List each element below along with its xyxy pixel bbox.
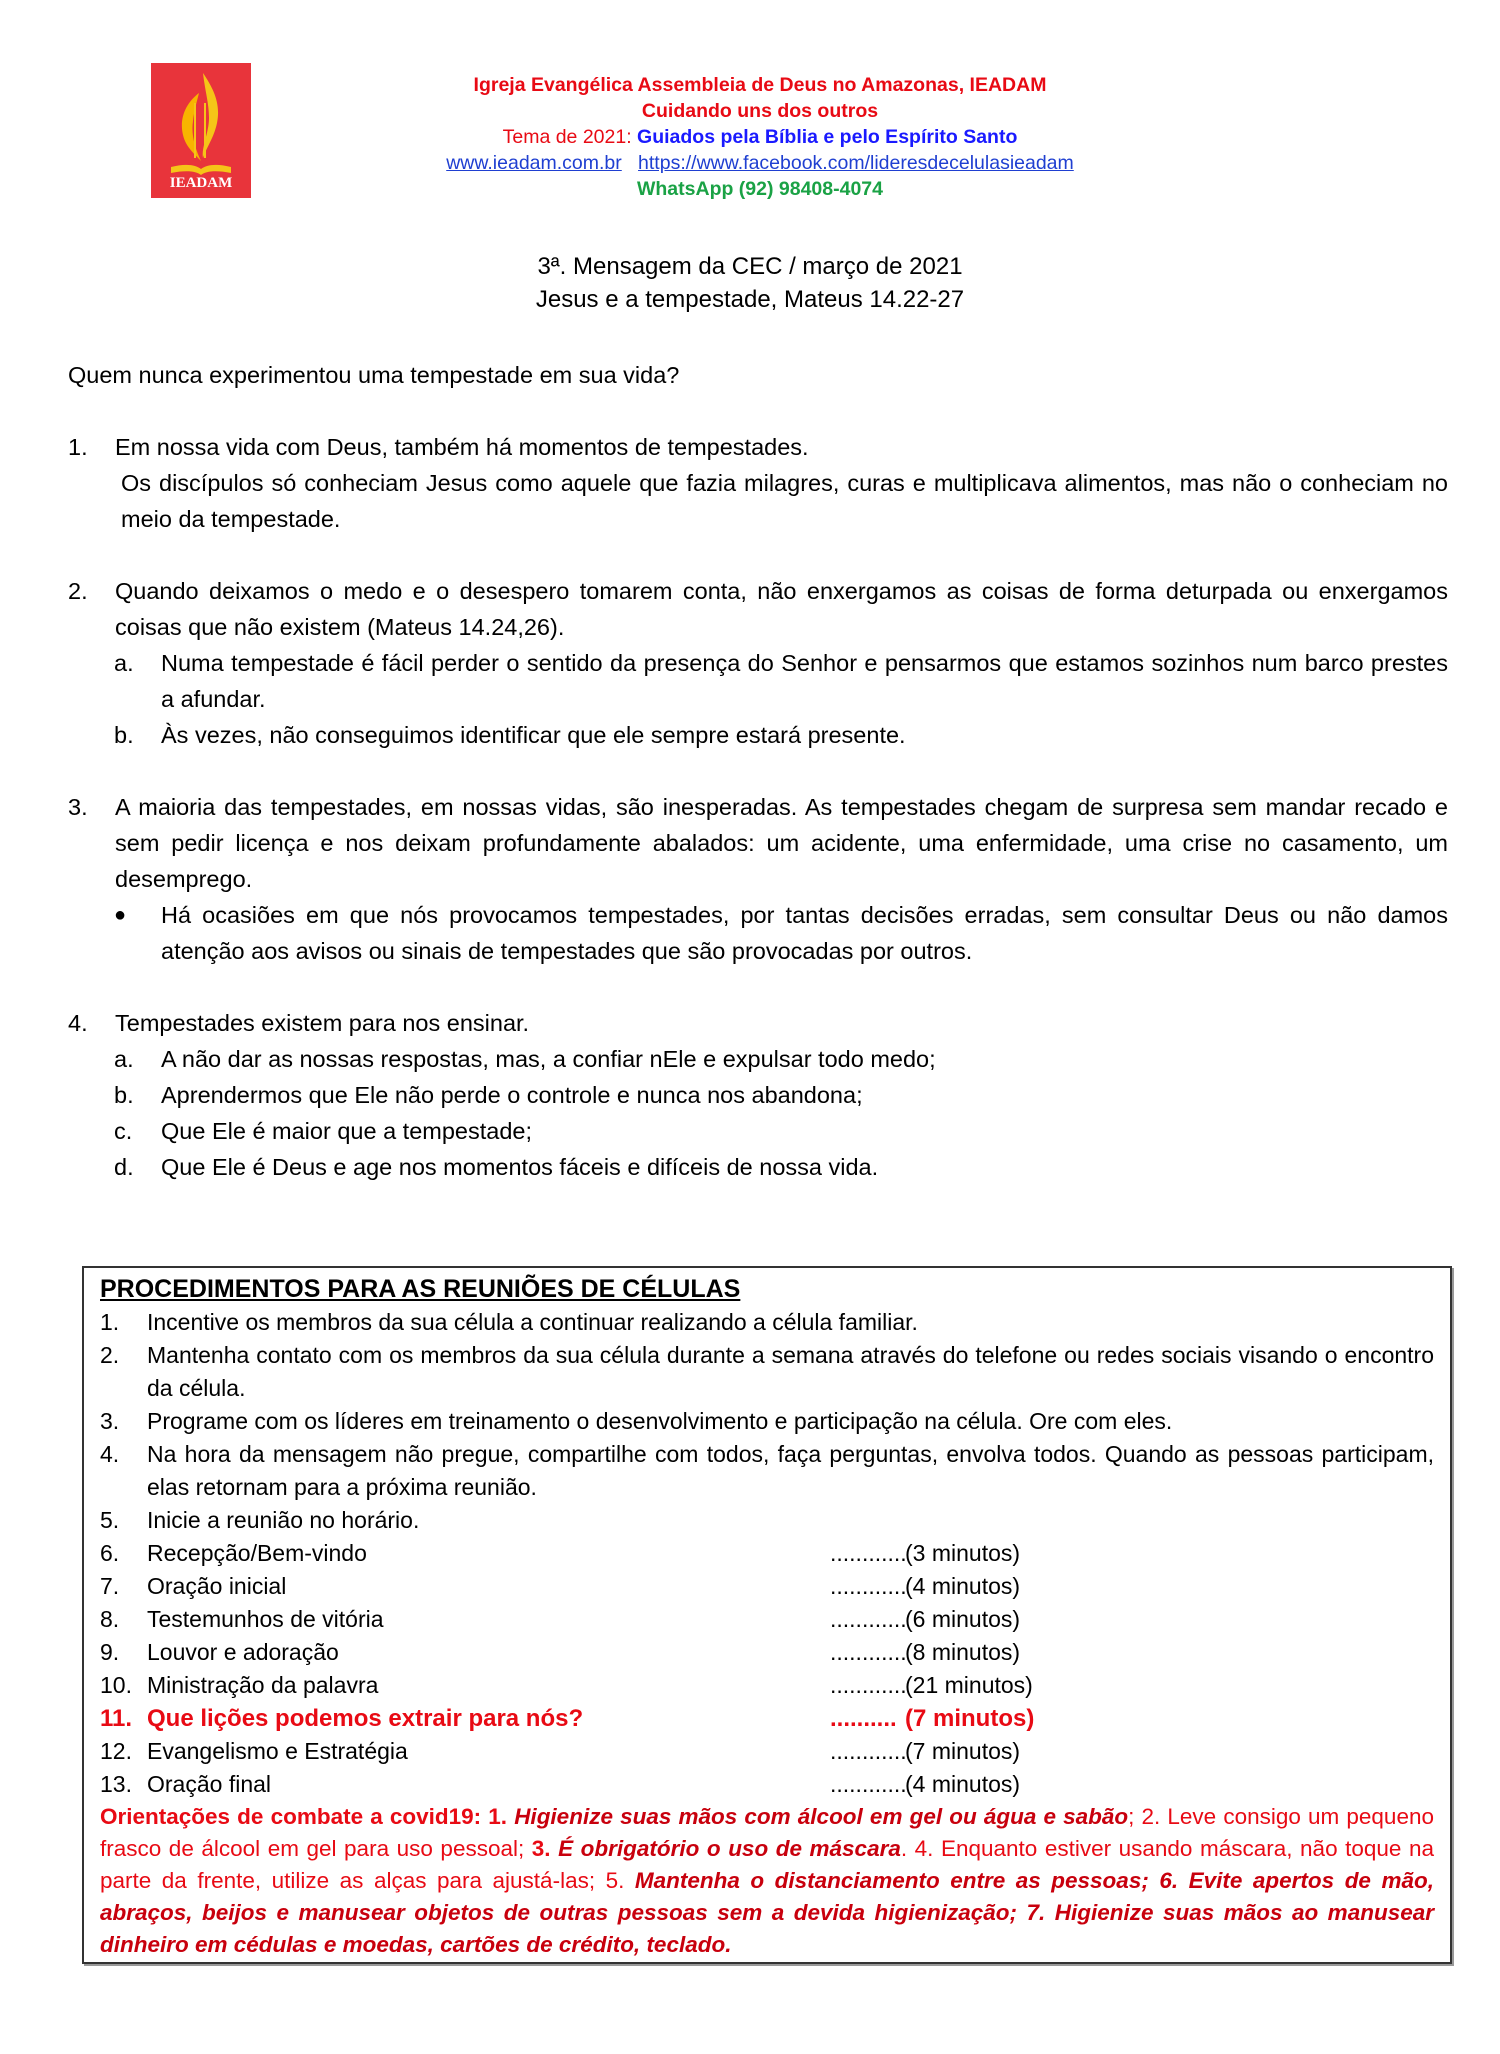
schedule-row [100, 1669, 1434, 1702]
website-link[interactable]: www.ieadam.com.br [446, 152, 622, 174]
schedule-row [100, 1537, 1434, 1570]
schedule-dots: ............ [830, 1771, 907, 1797]
schedule-marker: 8. [100, 1606, 120, 1632]
covid-item-3-number: 3. [531, 1836, 559, 1861]
list-item [68, 573, 1448, 645]
message-body [68, 357, 1448, 1221]
bullet-text: Há ocasiões em que nós provocamos tempestades, por tantas decisões erradas, sem consultar Deus ou não damos atenção aos avisos ou sinais de tempestades que são provocadas por outros. [161, 902, 1448, 964]
schedule-duration: (8 minutos) [905, 1639, 1021, 1665]
logo-text: IEADAM [169, 175, 233, 191]
covid-item-1: Higienize suas mãos com álcool em gel ou água e sabão [514, 1804, 1129, 1829]
schedule-dots: ............ [830, 1606, 907, 1632]
intro-question: Quem nunca experimentou uma tempestade em sua vida? [68, 362, 680, 388]
procedure-text: Mantenha contato com os membros da sua célula durante a semana através do telefone ou redes sociais visando o encontro da célula. [147, 1342, 1434, 1401]
schedule-dots: ............ [830, 1738, 907, 1764]
schedule-duration: (6 minutos) [905, 1606, 1021, 1632]
list-item [68, 789, 1448, 897]
covid-guidelines [100, 1801, 1434, 1961]
schedule-row [100, 1768, 1434, 1801]
procedure-item [100, 1339, 1434, 1405]
sub-list-item [68, 645, 1448, 717]
theme-line [330, 124, 1190, 150]
document-header [330, 72, 1190, 202]
sub-list-text: Às vezes, não conseguimos identificar que ele sempre estará presente. [161, 722, 906, 748]
sub-list-item [68, 1113, 1448, 1149]
procedures-title: PROCEDIMENTOS PARA AS REUNIÕES DE CÉLULAS [100, 1275, 741, 1303]
sub-list-text: Que Ele é maior que a tempestade; [161, 1118, 532, 1144]
procedure-marker: 4. [100, 1441, 120, 1467]
schedule-label: Oração inicial [147, 1573, 287, 1599]
ieadam-logo [151, 63, 251, 198]
schedule-row [100, 1603, 1434, 1636]
covid-item-4: . 4. Enquanto estiver usando máscara, não toque na parte da frente, utilize as alças para ajustá-las; 5. [100, 1836, 1434, 1893]
schedule-row [100, 1570, 1434, 1603]
sub-list-marker: d. [114, 1154, 134, 1180]
whatsapp-contact: WhatsApp (92) 98408-4074 [636, 178, 884, 200]
list-text: Quando deixamos o medo e o desespero tomarem conta, não enxergamos as coisas de forma deturpada ou enxergamos coisas que não existem (Mateus 14.24,26). [115, 578, 1448, 640]
procedures-box [82, 1266, 1452, 1964]
sub-list-text: Que Ele é Deus e age nos momentos fáceis e difíceis de nossa vida. [161, 1154, 879, 1180]
procedure-marker: 3. [100, 1408, 120, 1434]
sub-list-item [68, 717, 1448, 753]
schedule-marker: 10. [100, 1672, 132, 1698]
procedure-marker: 5. [100, 1507, 120, 1533]
sub-list-item [68, 1041, 1448, 1077]
schedule-label: Que lições podemos extrair para nós? [147, 1705, 584, 1732]
schedule-row-highlighted [100, 1702, 1434, 1735]
list-text: A maioria das tempestades, em nossas vidas, são inesperadas. As tempestades chegam de surpresa sem mandar recado e sem pedir licença e nos deixam profundamente abalados: um acidente, uma enfermidade, uma crise no casamento, um desemprego. [115, 794, 1448, 892]
procedure-text: Programe com os líderes em treinamento o desenvolvimento e participação na célula. Ore com eles. [147, 1408, 1173, 1434]
sub-list-marker: a. [114, 650, 134, 676]
schedule-dots: ............ [830, 1672, 907, 1698]
sub-list-marker: b. [114, 1082, 134, 1108]
section-paragraph: Os discípulos só conheciam Jesus como aquele que fazia milagres, curas e multiplicava alimentos, mas não o conheciam no meio da tempestade. [121, 470, 1448, 532]
covid-item-2: ; 2. Leve consigo um pequeno frasco de álcool em gel para uso pessoal; [100, 1804, 1434, 1861]
procedure-text: Na hora da mensagem não pregue, compartilhe com todos, faça perguntas, envolva todos. Quando as pessoas participam, elas retornam para a próxima reunião. [147, 1441, 1434, 1500]
section-2 [68, 573, 1448, 753]
schedule-marker: 9. [100, 1639, 120, 1665]
bullet-icon: ● [114, 904, 127, 926]
procedure-item [100, 1504, 1434, 1537]
schedule-dots: ............ [830, 1540, 907, 1566]
covid-item-3: É obrigatório o uso de máscara [558, 1836, 901, 1861]
schedule-dots: ............ [830, 1573, 907, 1599]
section-3 [68, 789, 1448, 969]
section-4 [68, 1005, 1448, 1185]
procedure-item [100, 1405, 1434, 1438]
sub-list-marker: a. [114, 1046, 134, 1072]
links-line [330, 150, 1190, 176]
schedule-label: Testemunhos de vitória [147, 1606, 384, 1632]
schedule-dots: ............ [830, 1639, 907, 1665]
sub-list-text: Numa tempestade é fácil perder o sentido da presença do Senhor e pensarmos que estamos sozinhos num barco prestes a afundar. [161, 650, 1448, 712]
list-text: Em nossa vida com Deus, também há momentos de tempestades. [115, 434, 809, 460]
sub-list-text: A não dar as nossas respostas, mas, a confiar nEle e expulsar todo medo; [161, 1046, 936, 1072]
schedule-label: Recepção/Bem-vindo [147, 1540, 367, 1566]
schedule-duration: (3 minutos) [905, 1540, 1021, 1566]
list-marker: 4. [68, 1010, 88, 1036]
sub-list-text: Aprendermos que Ele não perde o controle e nunca nos abandona; [161, 1082, 863, 1108]
covid-items-5-7: Mantenha o distanciamento entre as pessoas; 6. Evite apertos de mão, abraços, beijos e manusear objetos de outras pessoas sem a devida higienização; 7. Higienize suas mãos ao manusear dinheiro em cédulas e moedas, cartões de crédito, teclado. [100, 1868, 1434, 1957]
list-item [68, 429, 1448, 465]
schedule-dots: .......... [830, 1705, 897, 1732]
schedule-label: Oração final [147, 1771, 272, 1797]
schedule-marker: 12. [100, 1738, 132, 1764]
covid-heading: Orientações de combate a covid19: [100, 1804, 489, 1829]
schedule-duration: (4 minutos) [905, 1771, 1021, 1797]
schedule-duration: (21 minutos) [905, 1672, 1033, 1698]
schedule-row [100, 1636, 1434, 1669]
bullet-item [68, 897, 1448, 969]
schedule-row [100, 1735, 1434, 1768]
schedule-marker: 13. [100, 1771, 132, 1797]
covid-item-1-number: 1. [488, 1804, 515, 1829]
list-marker: 1. [68, 434, 88, 460]
schedule-duration: (7 minutos) [905, 1705, 1035, 1732]
sub-list-item [68, 1077, 1448, 1113]
schedule-marker: 11. [100, 1705, 133, 1732]
procedure-marker: 1. [100, 1309, 120, 1335]
procedure-item [100, 1438, 1434, 1504]
schedule-marker: 7. [100, 1573, 120, 1599]
procedure-text: Inicie a reunião no horário. [147, 1507, 420, 1533]
message-title [300, 250, 1200, 316]
list-marker: 2. [68, 578, 88, 604]
procedure-marker: 2. [100, 1342, 120, 1368]
procedure-item [100, 1306, 1434, 1339]
schedule-duration: (7 minutos) [905, 1738, 1021, 1764]
schedule-marker: 6. [100, 1540, 120, 1566]
list-marker: 3. [68, 794, 88, 820]
sub-list-marker: b. [114, 722, 134, 748]
theme-text: Guiados pela Bíblia e pelo Espírito Santo [637, 126, 1018, 148]
schedule-label: Evangelismo e Estratégia [147, 1738, 408, 1764]
sub-list-marker: c. [114, 1118, 133, 1144]
schedule-duration: (4 minutos) [905, 1573, 1021, 1599]
facebook-link[interactable]: https://www.facebook.com/lideresdecelulasieadam [638, 152, 1074, 174]
title-line-2: Jesus e a tempestade, Mateus 14.22-27 [535, 286, 965, 313]
section-1 [68, 429, 1448, 537]
church-name: Igreja Evangélica Assembleia de Deus no Amazonas, IEADAM [473, 74, 1047, 96]
sub-list-item [68, 1149, 1448, 1185]
schedule-label: Louvor e adoração [147, 1639, 339, 1665]
title-line-1: 3ª. Mensagem da CEC / março de 2021 [537, 253, 963, 280]
theme-label: Tema de 2021: [502, 126, 638, 148]
schedule-label: Ministração da palavra [147, 1672, 379, 1698]
motto: Cuidando uns dos outros [641, 100, 879, 122]
list-item [68, 1005, 1448, 1041]
procedure-text: Incentive os membros da sua célula a continuar realizando a célula familiar. [147, 1309, 918, 1335]
list-text: Tempestades existem para nos ensinar. [115, 1010, 530, 1036]
